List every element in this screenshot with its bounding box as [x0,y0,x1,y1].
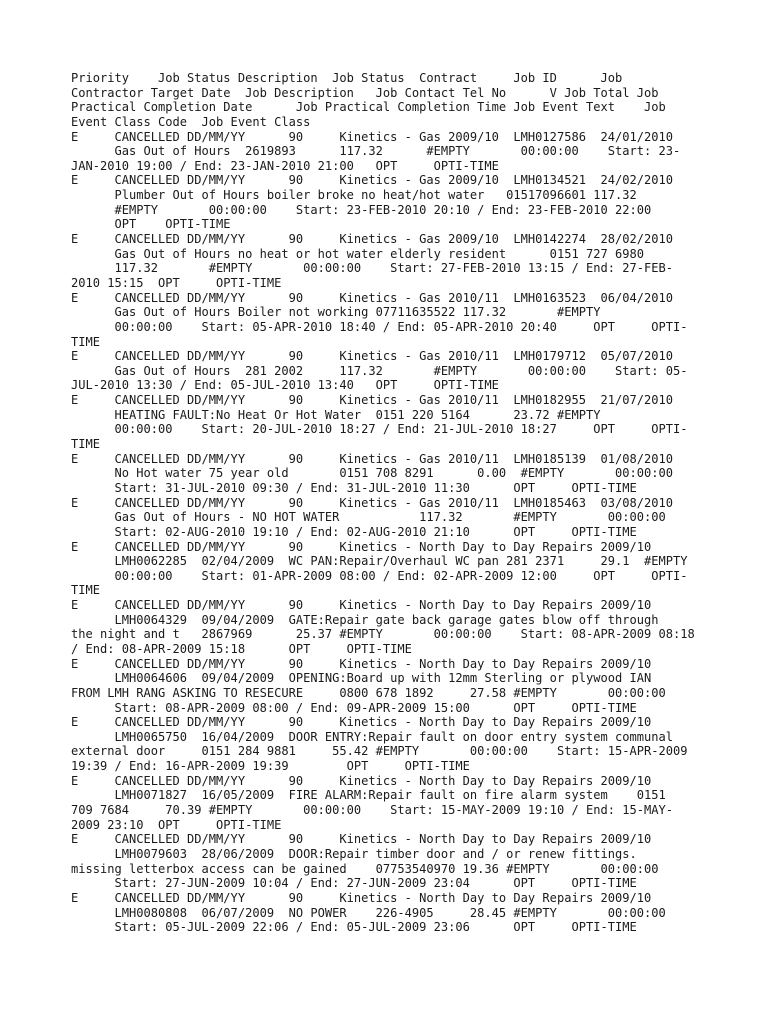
report-line: LMH0079603 28/06/2009 DOOR:Repair timber door and / or renew fittings. [71,846,637,861]
report-line: missing letterbox access can be gained 07753540970 19.36 #EMPTY 00:00:00 [71,861,659,876]
report-line: E CANCELLED DD/MM/YY 90 Kinetics - North Day to Day Repairs 2009/10 [71,656,652,671]
report-line: TIME [71,583,101,598]
report-line: Start: 02-AUG-2010 19:10 / End: 02-AUG-2010 21:10 OPT OPTI-TIME [71,524,637,539]
report-line: Start: 08-APR-2009 08:00 / End: 09-APR-2009 15:00 OPT OPTI-TIME [71,700,637,715]
report-line: LMH0080808 06/07/2009 NO POWER 226-4905 28.45 #EMPTY 00:00:00 [71,905,666,920]
report-line: Contractor Target Date Job Description Job Contact Tel No V Job Total Job [71,85,659,100]
report-line: TIME [71,437,101,452]
report-line: E CANCELLED DD/MM/YY 90 Kinetics - North Day to Day Repairs 2009/10 [71,598,652,613]
report-line: E CANCELLED DD/MM/YY 90 Kinetics - Gas 2010/11 LMH0163523 06/04/2010 [71,290,673,305]
report-line: Plumber Out of Hours boiler broke no heat/hot water 01517096601 117.32 [71,188,637,203]
report-line: FROM LMH RANG ASKING TO RESECURE 0800 678 1892 27.58 #EMPTY 00:00:00 [71,685,666,700]
report-line: Start: 05-JUL-2009 22:06 / End: 05-JUL-2009 23:06 OPT OPTI-TIME [71,920,637,935]
report-line: 117.32 #EMPTY 00:00:00 Start: 27-FEB-2010 13:15 / End: 27-FEB- [71,261,673,276]
report-line: TIME [71,334,101,349]
report-line: E CANCELLED DD/MM/YY 90 Kinetics - Gas 2010/11 LMH0182955 21/07/2010 [71,393,673,408]
report-line: #EMPTY 00:00:00 Start: 23-FEB-2010 20:10 / End: 23-FEB-2010 22:00 [71,202,652,217]
report-line: E CANCELLED DD/MM/YY 90 Kinetics - Gas 2010/11 LMH0185463 03/08/2010 [71,495,673,510]
report-line: JUL-2010 13:30 / End: 05-JUL-2010 13:40 OPT OPTI-TIME [71,378,499,393]
report-line: 00:00:00 Start: 05-APR-2010 18:40 / End: 05-APR-2010 20:40 OPT OPTI- [71,319,688,334]
report-line: LMH0062285 02/04/2009 WC PAN:Repair/Overhaul WC pan 281 2371 29.1 #EMPTY [71,554,688,569]
report-line: Gas Out of Hours 281 2002 117.32 #EMPTY 00:00:00 Start: 05- [71,363,688,378]
report-line: 19:39 / End: 16-APR-2009 19:39 OPT OPTI-TIME [71,759,470,774]
report-line: / End: 08-APR-2009 15:18 OPT OPTI-TIME [71,641,412,656]
report-line: E CANCELLED DD/MM/YY 90 Kinetics - North Day to Day Repairs 2009/10 [71,890,652,905]
report-line: JAN-2010 19:00 / End: 23-JAN-2010 21:00 OPT OPTI-TIME [71,158,499,173]
report-line: Gas Out of Hours Boiler not working 07711635522 117.32 #EMPTY [71,305,601,320]
report-line: HEATING FAULT:No Heat Or Hot Water 0151 220 5164 23.72 #EMPTY [71,407,601,422]
report-line: Start: 27-JUN-2009 10:04 / End: 27-JUN-2009 23:04 OPT OPTI-TIME [71,876,637,891]
report-line: LMH0071827 16/05/2009 FIRE ALARM:Repair fault on fire alarm system 0151 [71,788,666,803]
report-line: 709 7684 70.39 #EMPTY 00:00:00 Start: 15-MAY-2009 19:10 / End: 15-MAY- [71,803,673,818]
report-line: 2009 23:10 OPT OPTI-TIME [71,817,282,832]
report-line: 2010 15:15 OPT OPTI-TIME [71,275,282,290]
report-line: Gas Out of Hours no heat or hot water elderly resident 0151 727 6980 [71,246,644,261]
report-line: E CANCELLED DD/MM/YY 90 Kinetics - Gas 2009/10 LMH0142274 28/02/2010 [71,232,673,247]
report-line: E CANCELLED DD/MM/YY 90 Kinetics - North Day to Day Repairs 2009/10 [71,773,652,788]
report-line: 00:00:00 Start: 20-JUL-2010 18:27 / End: 21-JUL-2010 18:27 OPT OPTI- [71,422,688,437]
job-report-text [71,71,711,935]
report-line: Priority Job Status Description Job Status Contract Job ID Job [71,71,623,85]
report-line: 00:00:00 Start: 01-APR-2009 08:00 / End: 02-APR-2009 12:00 OPT OPTI- [71,568,688,583]
report-line: Gas Out of Hours - NO HOT WATER 117.32 #EMPTY 00:00:00 [71,510,666,525]
report-line: LMH0064606 09/04/2009 OPENING:Board up with 12mm Sterling or plywood IAN [71,671,652,686]
report-line: E CANCELLED DD/MM/YY 90 Kinetics - North Day to Day Repairs 2009/10 [71,832,652,847]
report-line: Event Class Code Job Event Class [71,114,311,129]
report-line: Gas Out of Hours 2619893 117.32 #EMPTY 00:00:00 Start: 23- [71,144,681,159]
report-line: Practical Completion Date Job Practical Completion Time Job Event Text Job [71,100,666,115]
report-line: external door 0151 284 9881 55.42 #EMPTY 00:00:00 Start: 15-APR-2009 [71,744,688,759]
report-line: E CANCELLED DD/MM/YY 90 Kinetics - North Day to Day Repairs 2009/10 [71,715,652,730]
report-line: E CANCELLED DD/MM/YY 90 Kinetics - Gas 2010/11 LMH0185139 01/08/2010 [71,451,673,466]
report-line: LMH0065750 16/04/2009 DOOR ENTRY:Repair fault on door entry system communal [71,729,673,744]
report-line: E CANCELLED DD/MM/YY 90 Kinetics - Gas 2009/10 LMH0134521 24/02/2010 [71,173,673,188]
report-line: E CANCELLED DD/MM/YY 90 Kinetics - North Day to Day Repairs 2009/10 [71,539,652,554]
report-line: the night and t 2867969 25.37 #EMPTY 00:00:00 Start: 08-APR-2009 08:18 [71,627,695,642]
report-line: LMH0064329 09/04/2009 GATE:Repair gate back garage gates blow off through [71,612,659,627]
report-line: OPT OPTI-TIME [71,217,231,232]
report-line: No Hot water 75 year old 0151 708 8291 0.00 #EMPTY 00:00:00 [71,466,673,481]
report-line: E CANCELLED DD/MM/YY 90 Kinetics - Gas 2010/11 LMH0179712 05/07/2010 [71,349,673,364]
report-line: E CANCELLED DD/MM/YY 90 Kinetics - Gas 2009/10 LMH0127586 24/01/2010 [71,129,673,144]
report-line: Start: 31-JUL-2010 09:30 / End: 31-JUL-2010 11:30 OPT OPTI-TIME [71,480,637,495]
